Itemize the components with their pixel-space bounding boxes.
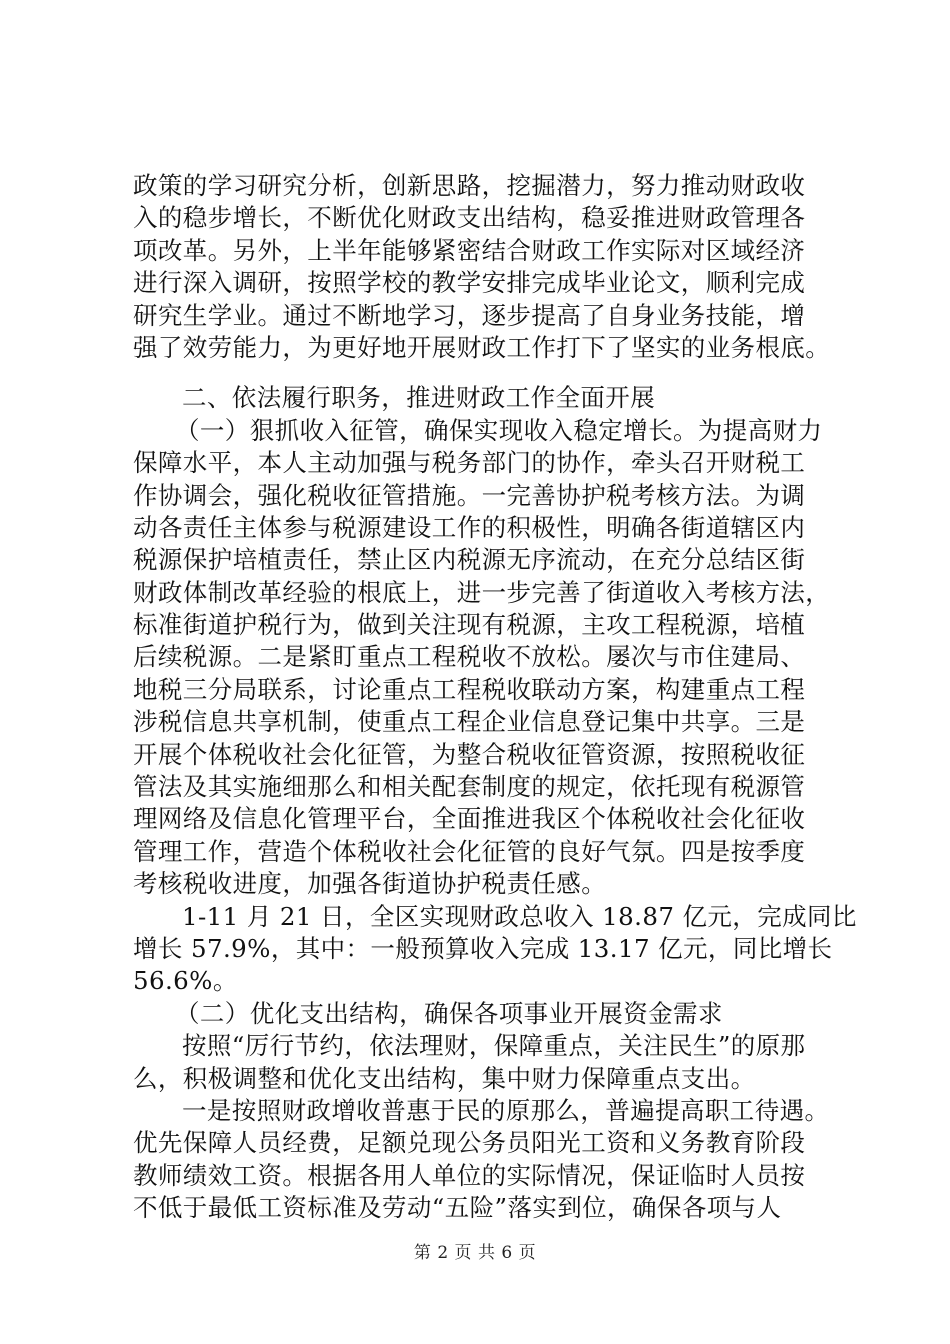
text-line: 涉税信息共享机制，使重点工程企业信息登记集中共享。三是 — [133, 707, 806, 737]
text-line: 教师绩效工资。根据各用人单位的实际情况，保证临时人员按 — [133, 1160, 806, 1190]
text-line: 一是按照财政增收普惠于民的原那么，普遍提高职工待遇。 — [182, 1095, 830, 1125]
text-line: 财政体制改革经验的根底上，进一步完善了街道收入考核方法， — [133, 577, 831, 607]
page-number: 第 2 页 共 6 页 — [413, 1243, 537, 1263]
text-line: 进行深入调研，按照学校的教学安排完成毕业论文，顺利完成 — [133, 268, 806, 298]
text-line: 按照“厉行节约，依法理财，保障重点，关注民生”的原那 — [182, 1031, 806, 1061]
paragraph-gap — [133, 364, 833, 382]
section-heading: 二、依法履行职务，推进财政工作全面开展 — [182, 383, 656, 413]
subsection-heading-line: （一）狠抓收入征管，确保实现收入稳定增长。为提高财力 — [175, 415, 823, 445]
text-line: 标准街道护税行为，做到关注现有税源，主攻工程税源，培植 — [133, 610, 806, 640]
text-line: 么，积极调整和优化支出结构，集中财力保障重点支出。 — [133, 1063, 756, 1093]
page-footer — [0, 1238, 950, 1263]
document-body — [133, 170, 857, 1225]
text-line: 作协调会，强化税收征管措施。一完善协护税考核方法。为调 — [133, 480, 806, 510]
text-line: 管法及其实施细那么和相关配套制度的规定，依托现有税源管 — [133, 772, 806, 802]
stats-line: 增长 57.9%，其中：一般预算收入完成 13.17 亿元，同比增长 — [133, 933, 833, 963]
text-line: 动各责任主体参与税源建设工作的积极性，明确各街道辖区内 — [133, 512, 806, 542]
text-line: 后续税源。二是紧盯重点工程税收不放松。屡次与市住建局、 — [133, 642, 806, 672]
text-line: 强了效劳能力，为更好地开展财政工作打下了坚实的业务根底。 — [133, 332, 831, 362]
subsection-heading: （二）优化支出结构，确保各项事业开展资金需求 — [175, 998, 723, 1028]
text-line: 地税三分局联系，讨论重点工程税收联动方案，构建重点工程 — [133, 674, 806, 704]
text-line: 优先保障人员经费，足额兑现公务员阳光工资和义务教育阶段 — [133, 1128, 806, 1158]
text-line: 不低于最低工资标准及劳动“五险”落实到位，确保各项与人 — [133, 1193, 782, 1223]
text-line: 开展个体税收社会化征管，为整合税收征管资源，按照税收征 — [133, 739, 806, 769]
text-line: 理网络及信息化管理平台，全面推进我区个体税收社会化征收 — [133, 804, 806, 834]
text-line: 研究生学业。通过不断地学习，逐步提高了自身业务技能，增 — [133, 300, 806, 330]
text-line: 项改革。另外，上半年能够紧密结合财政工作实际对区域经济 — [133, 235, 806, 265]
text-line: 入的稳步增长，不断优化财政支出结构，稳妥推进财政管理各 — [133, 203, 806, 233]
text-line: 考核税收进度，加强各街道协护税责任感。 — [133, 869, 607, 899]
stats-line: 1-11 月 21 日，全区实现财政总收入 18.87 亿元，完成同比 — [182, 901, 857, 931]
text-line: 税源保护培植责任，禁止区内税源无序流动，在充分总结区街 — [133, 545, 806, 575]
text-line: 政策的学习研究分析，创新思路，挖掘潜力，努力推动财政收 — [133, 171, 806, 200]
text-line: 管理工作，营造个体税收社会化征管的良好气氛。四是按季度 — [133, 836, 806, 866]
text-line: 保障水平，本人主动加强与税务部门的协作，牵头召开财税工 — [133, 448, 806, 478]
stats-line: 56.6%。 — [133, 966, 238, 996]
